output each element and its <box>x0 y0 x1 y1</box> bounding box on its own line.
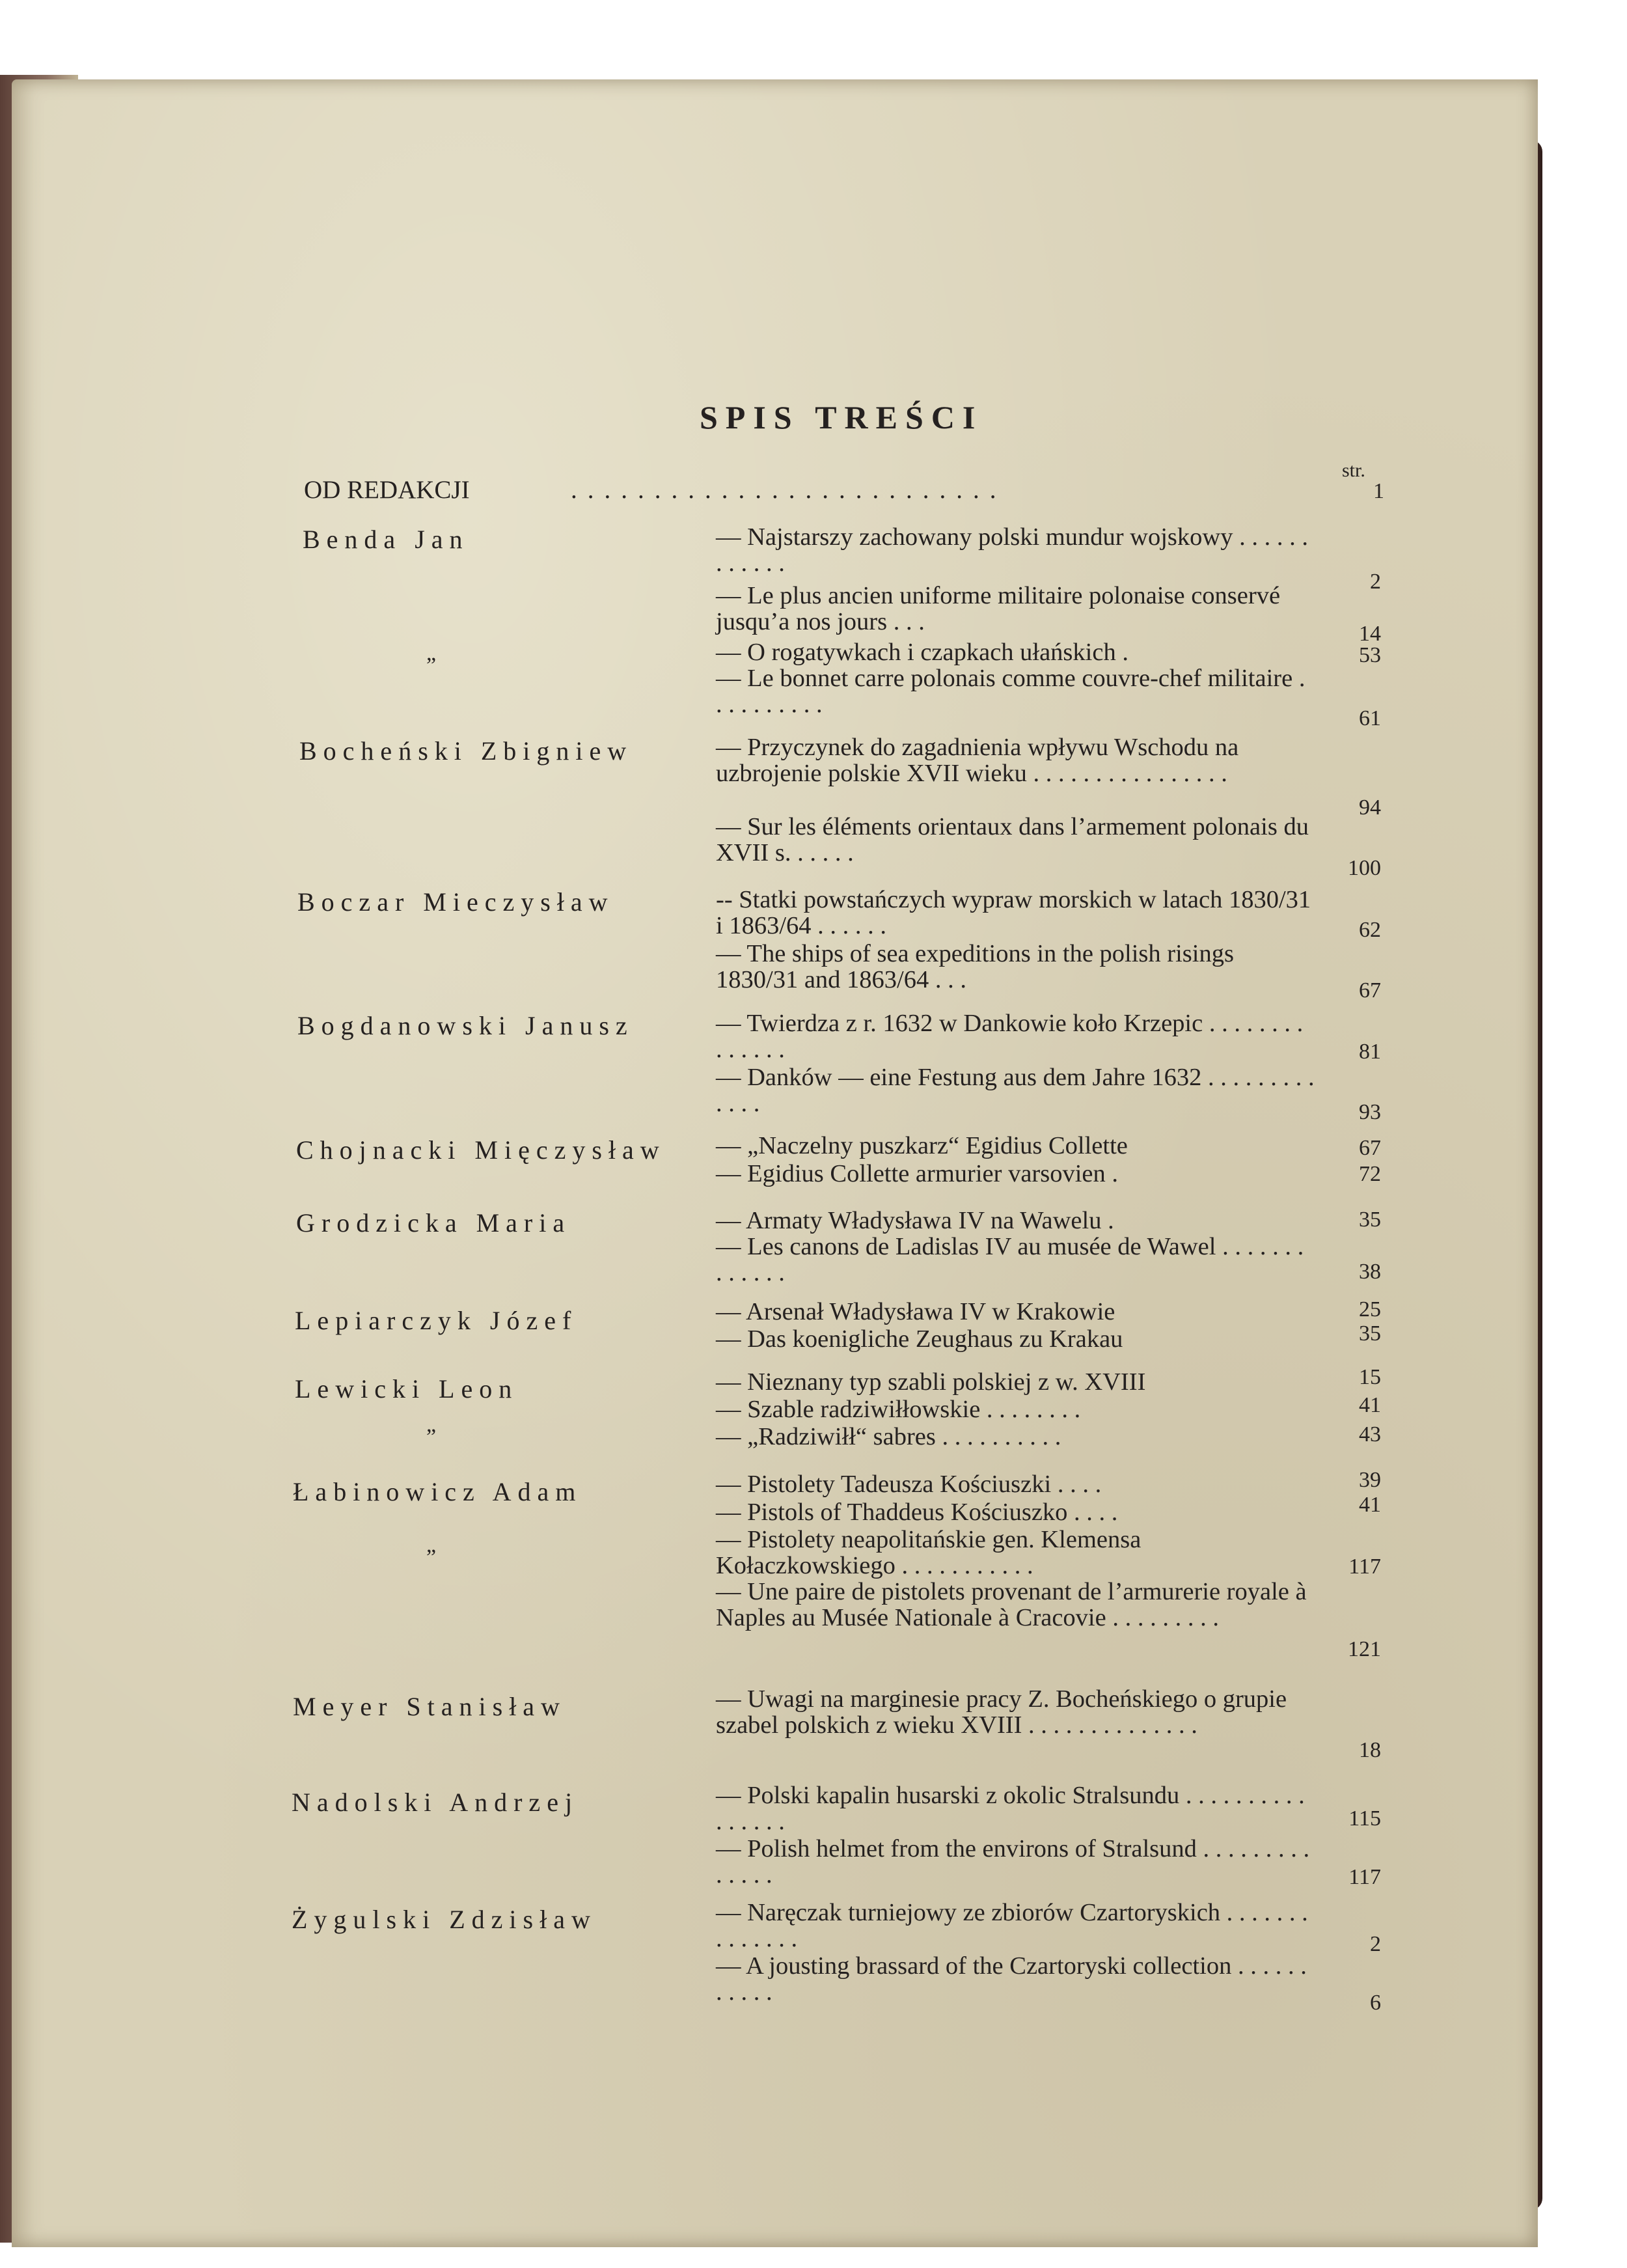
toc-entry-title: — Najstarszy zachowany polski mundur wojskowy . . . . . . . . . . . . <box>716 523 1308 577</box>
toc-entry-title: — Pistols of Thaddeus Kościuszko . . . . <box>716 1499 1118 1526</box>
toc-author: Nadolski Andrzej <box>292 1788 579 1817</box>
toc-page-number: 81 <box>1359 1040 1381 1064</box>
toc-ditto-mark: „ <box>426 1533 437 1557</box>
toc-entry-title: — Armaty Władysława IV na Wawelu . <box>716 1207 1114 1234</box>
intro-row <box>304 475 1384 512</box>
intro-leader-dots: .......................... <box>571 476 1007 504</box>
toc-author: Chojnacki Mięczysław <box>296 1135 666 1165</box>
toc-ditto-mark: „ <box>426 1413 437 1437</box>
toc-page-number: 53 <box>1359 643 1381 667</box>
toc-author: Meyer Stanisław <box>293 1692 566 1721</box>
toc-entry-title: — Sur les éléments orientaux dans l’armement polonais du XVII s. . . . . . <box>716 813 1309 866</box>
toc-page-number: 6 <box>1370 1991 1381 2015</box>
toc-entry-title: — Das koenigliche Zeughaus zu Krakau <box>716 1325 1123 1353</box>
toc-page-number: 2 <box>1370 1932 1381 1956</box>
toc-ditto-mark: „ <box>426 641 437 665</box>
toc-entry-title: — Arsenał Władysława IV w Krakowie <box>716 1298 1115 1325</box>
page-title: SPIS TREŚCI <box>700 399 983 436</box>
intro-page-number: 1 <box>1373 479 1384 503</box>
toc-page-number: 61 <box>1359 706 1381 730</box>
toc-page-number: 41 <box>1359 1393 1381 1417</box>
toc-entry-title: -- Statki powstańczych wypraw morskich w latach 1830/31 i 1863/64 . . . . . . <box>716 886 1311 939</box>
toc-page-number: 62 <box>1359 918 1381 942</box>
toc-page-number: 115 <box>1348 1806 1381 1831</box>
toc-entry-title: — Pistolety neapolitańskie gen. Klemensa Kołaczkowskiego . . . . . . . . . . . <box>716 1526 1142 1579</box>
toc-entry-title: — Egidius Collette armurier varsovien . <box>716 1160 1118 1187</box>
toc-page-number: 15 <box>1359 1365 1381 1389</box>
toc-entry-title: — „Naczelny puszkarz“ Egidius Collette <box>716 1132 1128 1159</box>
toc-entry-title: — Le plus ancien uniforme militaire polonaise conservé jusqu’a nos jours . . . <box>716 582 1281 635</box>
toc-page-number: 25 <box>1359 1297 1381 1321</box>
toc-entry-title: — Szable radziwiłłowskie . . . . . . . . <box>716 1396 1081 1423</box>
toc-page-number: 72 <box>1359 1162 1381 1186</box>
toc-page-number: 39 <box>1359 1468 1381 1492</box>
toc-author: Bocheński Zbigniew <box>299 736 633 766</box>
toc-page-number: 100 <box>1348 856 1381 880</box>
toc-page-number: 93 <box>1359 1100 1381 1124</box>
toc-author: Lewicki Leon <box>295 1374 519 1404</box>
toc-entry-title: — Nieznany typ szabli polskiej z w. XVIII <box>716 1368 1146 1396</box>
toc-page-number: 121 <box>1348 1637 1381 1661</box>
toc-entry-title: — Polish helmet from the environs of Stralsund . . . . . . . . . . . . . . <box>716 1835 1310 1888</box>
toc-entry-title: — A jousting brassard of the Czartoryski collection . . . . . . . . . . . <box>716 1952 1307 2006</box>
toc-entry-title: — The ships of sea expeditions in the polish risings 1830/31 and 1863/64 . . . <box>716 940 1234 993</box>
toc-page-number: 41 <box>1359 1493 1381 1517</box>
intro-label: OD REDAKCJI <box>304 476 470 504</box>
toc-entry-title: — Przyczynek do zagadnienia wpływu Wschodu na uzbrojenie polskie XVII wieku . . . . . . . . . . . . . . . . <box>716 734 1239 787</box>
toc-page-number: 117 <box>1348 1865 1381 1889</box>
toc-author: Żygulski Zdzisław <box>292 1905 597 1934</box>
toc-page-number: 43 <box>1359 1422 1381 1446</box>
page-column-label: str. <box>1342 460 1365 481</box>
toc-page-number: 2 <box>1370 570 1381 594</box>
toc-entry-title: — O rogatywkach i czapkach ułańskich . <box>716 639 1128 666</box>
toc-entry-title: — Uwagi na marginesie pracy Z. Bocheńskiego o grupie szabel polskich z wieku XVIII . . . . . . . . . . . . . . <box>716 1685 1287 1739</box>
toc-page-number: 38 <box>1359 1260 1381 1284</box>
toc-entry-title: — Twierdza z r. 1632 w Dankowie koło Krzepic . . . . . . . . . . . . . . <box>716 1010 1304 1063</box>
toc-author: Bogdanowski Janusz <box>297 1011 634 1040</box>
toc-entry-title: — Le bonnet carre polonais comme couvre-chef militaire . . . . . . . . . . <box>716 665 1306 718</box>
toc-entry-title: — Les canons de Ladislas IV au musée de Wawel . . . . . . . . . . . . . <box>716 1233 1304 1286</box>
toc-page-number: 67 <box>1359 978 1381 1003</box>
toc-entry-title: — Pistolety Tadeusza Kościuszki . . . . <box>716 1471 1102 1498</box>
toc-author: Grodzicka Maria <box>296 1208 571 1238</box>
toc-entry-title: — „Radziwiłł“ sabres . . . . . . . . . . <box>716 1423 1061 1450</box>
toc-author: Łabinowicz Adam <box>293 1477 582 1506</box>
toc-page-number: 18 <box>1359 1738 1381 1762</box>
toc-author: Lepiarczyk Józef <box>295 1306 578 1335</box>
toc-entry-title: — Danków — eine Festung aus dem Jahre 1632 . . . . . . . . . . . . . <box>716 1064 1315 1117</box>
toc-author: Benda Jan <box>303 525 469 554</box>
toc-page-number: 67 <box>1359 1136 1381 1160</box>
toc-author: Boczar Mieczysław <box>297 887 614 917</box>
toc-entry-title: — Une paire de pistolets provenant de l’armurerie royale à Naples au Musée Nationale à Cracovie . . . . . . . . . <box>716 1578 1307 1631</box>
toc-page-number: 94 <box>1359 795 1381 820</box>
toc-page-number: 117 <box>1348 1555 1381 1579</box>
toc-page-number: 14 <box>1359 622 1381 646</box>
toc-entry-title: — Polski kapalin husarski z okolic Stralsundu . . . . . . . . . . . . . . . . <box>716 1782 1305 1835</box>
toc-entry-title: — Naręczak turniejowy ze zbiorów Czartoryskich . . . . . . . . . . . . . . <box>716 1899 1308 1952</box>
toc-page-number: 35 <box>1359 1208 1381 1232</box>
toc-page-number: 35 <box>1359 1321 1381 1346</box>
